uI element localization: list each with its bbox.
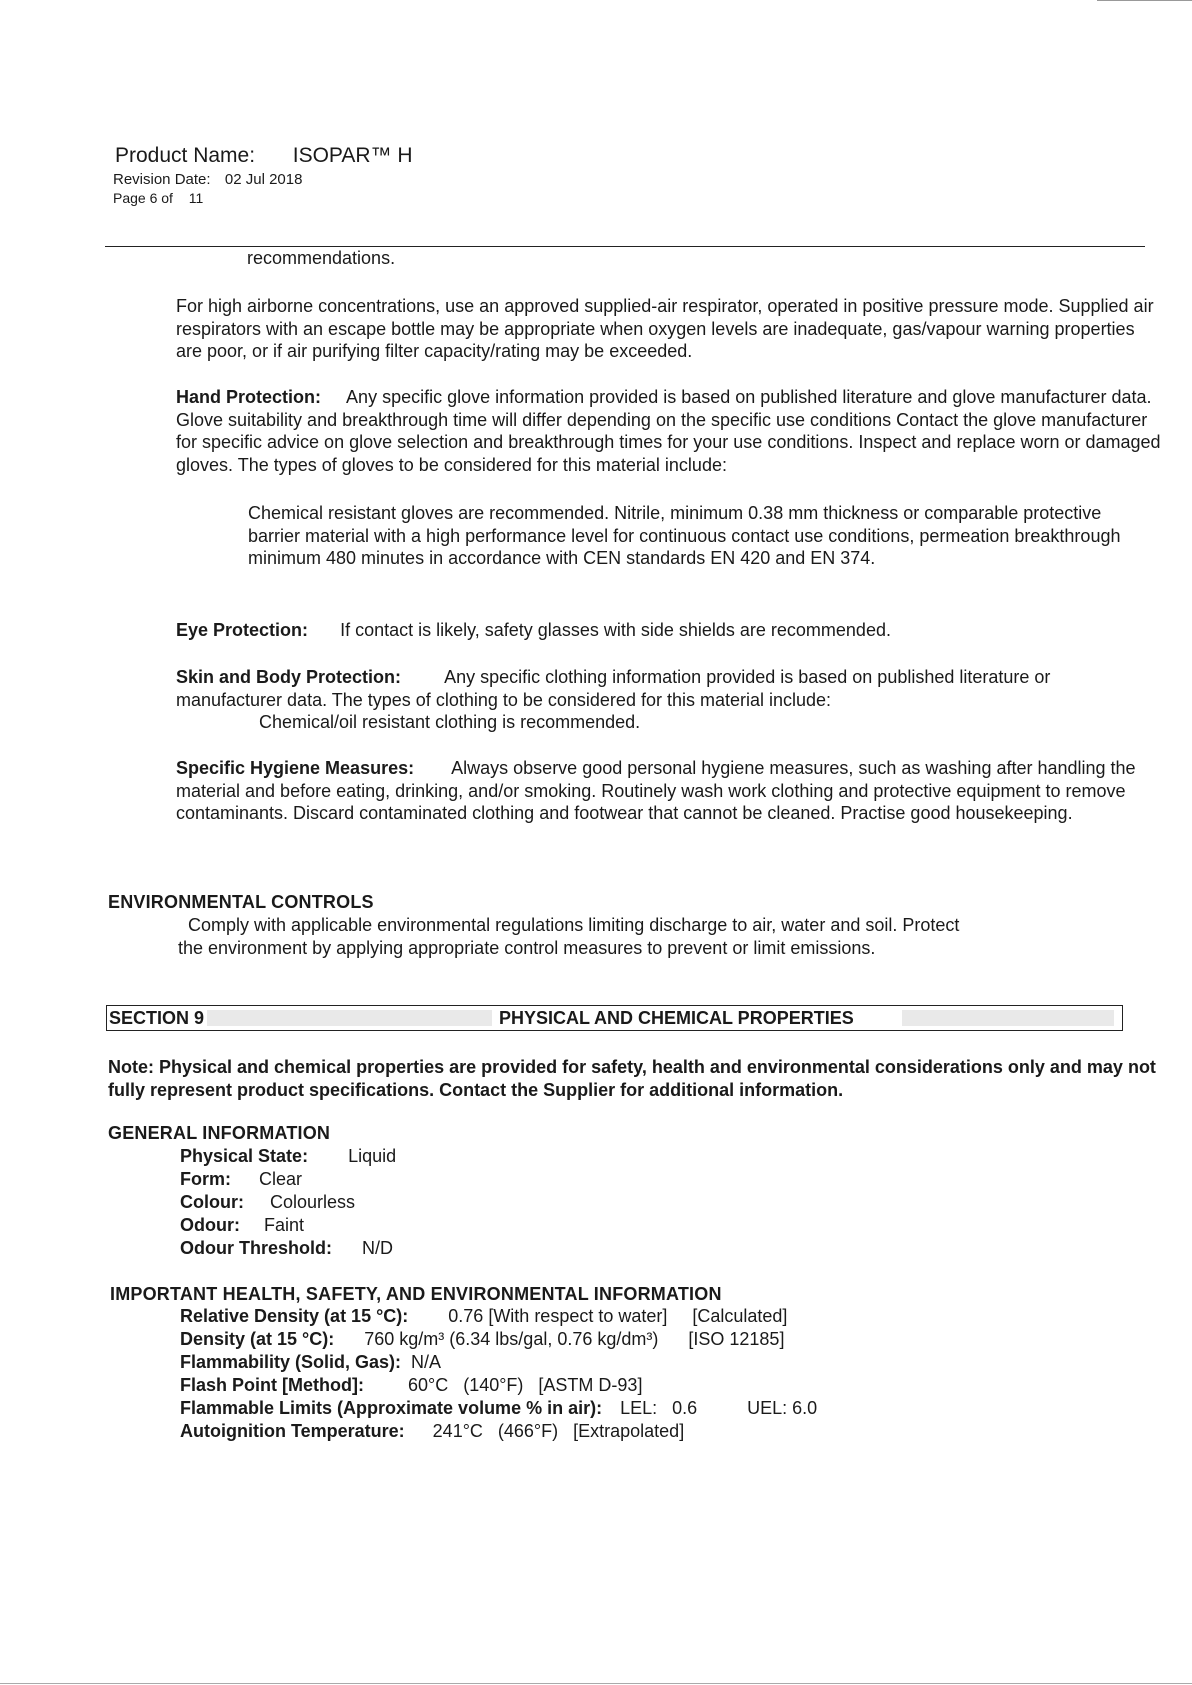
important-info-row	[180, 1421, 684, 1442]
hand-protection-label: Hand Protection:	[176, 387, 322, 407]
important-info-value: 760 kg/m³ (6.34 lbs/gal, 0.76 kg/dm³) [ISO 12185]	[364, 1329, 785, 1349]
revision-label: Revision Date:	[113, 171, 211, 188]
general-info-label: Colour:	[180, 1192, 244, 1212]
product-name-line	[115, 144, 413, 168]
general-info-value: Liquid	[348, 1146, 397, 1166]
general-info-label: Form:	[180, 1169, 231, 1189]
important-information-heading: IMPORTANT HEALTH, SAFETY, AND ENVIRONMENTAL INFORMATION	[110, 1284, 722, 1304]
bottom-rule	[0, 1683, 1192, 1684]
general-info-value: N/D	[362, 1238, 393, 1258]
hygiene-text: Always observe good personal hygiene measures, such as washing after handling the material and before eating, drinking, and/or smoking. Routinely wash work clothing and protective equipment to remove contaminants. Discard contaminated clothing and footwear that cannot be cleaned. Practise good housekeeping.	[176, 758, 1136, 823]
hand-protection-detail: Chemical resistant gloves are recommended. Nitrile, minimum 0.38 mm thickness or comparable protective barrier material with a high performance level for continuous contact use conditions, permeation breakthrough minimum 480 minutes in accordance with CEN standards EN 420 and EN 374.	[248, 503, 1121, 568]
general-info-row	[180, 1169, 302, 1190]
general-info-label: Odour:	[180, 1215, 240, 1235]
skin-protection-label: Skin and Body Protection:	[176, 667, 402, 687]
general-info-row	[180, 1192, 355, 1213]
important-info-row	[180, 1306, 787, 1327]
section-9-bar	[106, 1005, 1123, 1031]
product-name-value: ISOPAR™ H	[292, 144, 413, 167]
note-paragraph: Note: Physical and chemical properties are provided for safety, health and environmental considerations only and may not fully represent product specifications. Contact the Supplier for additional information.	[108, 1057, 1156, 1100]
hygiene-label: Specific Hygiene Measures:	[176, 758, 415, 778]
eye-protection-label: Eye Protection:	[176, 620, 309, 640]
section-bar-shade	[902, 1010, 1114, 1026]
general-info-row	[180, 1215, 304, 1236]
important-info-value: 0.76 [With respect to water] [Calculated]	[448, 1306, 788, 1326]
important-info-row	[180, 1375, 642, 1396]
important-info-value: LEL: 0.6 UEL: 6.0	[620, 1398, 818, 1418]
hygiene-paragraph	[176, 757, 1161, 825]
eye-protection-text: If contact is likely, safety glasses with side shields are recommended.	[340, 620, 891, 640]
important-info-label: Flammability (Solid, Gas):	[180, 1352, 402, 1372]
section-title: PHYSICAL AND CHEMICAL PROPERTIES	[499, 1008, 854, 1028]
general-info-row	[180, 1238, 393, 1259]
page-total: 11	[188, 190, 204, 206]
skin-protection-paragraph	[176, 666, 1161, 711]
general-info-label: Odour Threshold:	[180, 1238, 332, 1258]
carryover-text: recommendations.	[247, 248, 396, 268]
important-info-label: Relative Density (at 15 °C):	[180, 1306, 409, 1326]
important-info-label: Flash Point [Method]:	[180, 1375, 364, 1395]
general-info-value: Colourless	[269, 1192, 356, 1212]
corner-rule	[1097, 0, 1192, 1]
hand-protection-paragraph	[176, 386, 1161, 476]
revision-value: 02 Jul 2018	[224, 171, 303, 188]
revision-line	[113, 171, 302, 188]
skin-protection-detail: Chemical/oil resistant clothing is recommended.	[259, 712, 641, 732]
general-info-row	[180, 1146, 396, 1167]
important-info-label: Density (at 15 °C):	[180, 1329, 335, 1349]
important-info-row	[180, 1352, 441, 1373]
respirator-paragraph: For high airborne concentrations, use an approved supplied-air respirator, operated in positive pressure mode. Supplied air respirators with an escape bottle may be appropriate when oxygen levels are inadequate, gas/vapour warning properties are poor, or if air purifying filter capacity/rating may be exceeded.	[176, 296, 1154, 361]
important-info-row	[180, 1329, 784, 1350]
page-number-line	[113, 190, 203, 206]
eye-protection-paragraph	[176, 619, 1161, 642]
important-info-label: Flammable Limits (Approximate volume % in air):	[180, 1398, 603, 1418]
section-number: SECTION 9	[109, 1008, 205, 1028]
page-label: Page 6 of	[113, 190, 173, 206]
general-info-value: Faint	[264, 1215, 305, 1235]
general-info-label: Physical State:	[180, 1146, 309, 1166]
important-info-value: N/A	[411, 1352, 442, 1372]
skin-protection-text: Any specific clothing information provided is based on published literature or manufacturer data. The types of clothing to be considered for this material include:	[176, 667, 1051, 710]
important-info-row	[180, 1398, 817, 1419]
environmental-text: Comply with applicable environmental regulations limiting discharge to air, water and soil. Protect the environment by applying appropriate control measures to prevent or limit emissions.	[178, 915, 960, 958]
hand-protection-text: Any specific glove information provided is based on published literature and glove manufacturer data. Glove suitability and breakthrough time will differ depending on the specific use conditions Contact the glove manufacturer for specific advice on glove selection and breakthrough times for your use conditions. Inspect and replace worn or damaged gloves. The types of gloves to be considered for this material include:	[176, 387, 1161, 475]
product-name-label: Product Name:	[115, 144, 256, 167]
general-information-heading: GENERAL INFORMATION	[108, 1123, 331, 1143]
general-info-value: Clear	[259, 1169, 303, 1189]
section-bar-shade	[207, 1010, 492, 1026]
important-info-label: Autoignition Temperature:	[180, 1421, 405, 1441]
environmental-heading: ENVIRONMENTAL CONTROLS	[108, 892, 374, 912]
important-info-value: 241°C (466°F) [Extrapolated]	[432, 1421, 685, 1441]
important-info-value: 60°C (140°F) [ASTM D-93]	[407, 1375, 643, 1395]
